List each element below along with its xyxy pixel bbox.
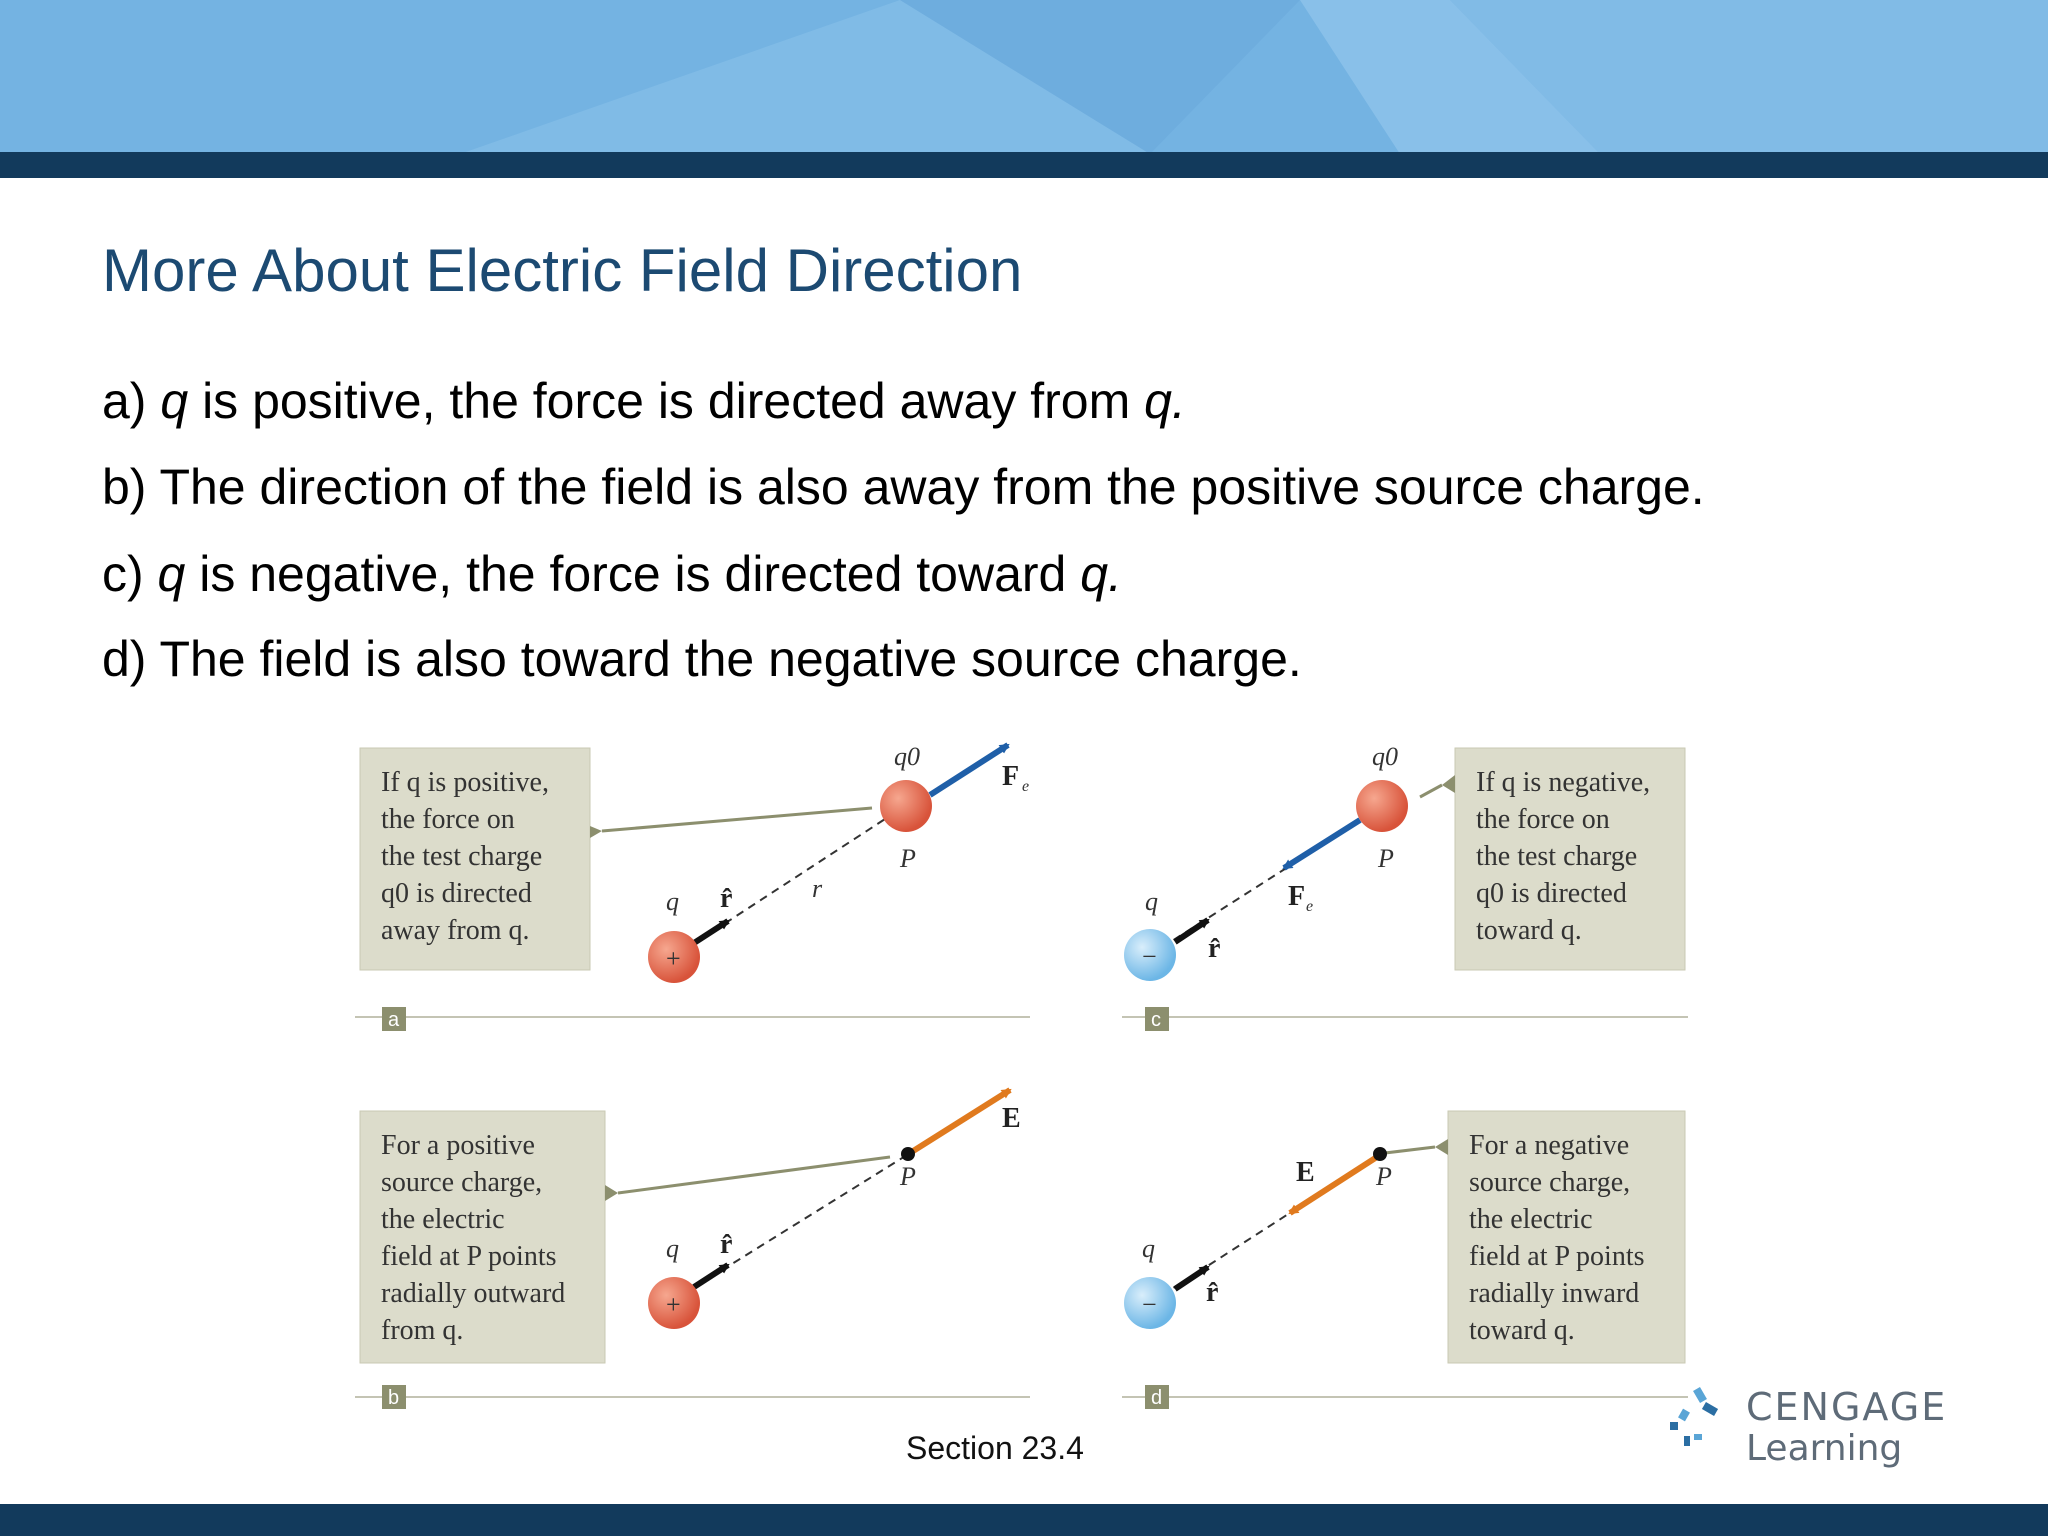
bullet-var: q. <box>1144 373 1186 429</box>
panel-d <box>1122 1111 1688 1409</box>
leader-tip <box>590 826 602 838</box>
force-arrow <box>1284 820 1360 868</box>
charge-sign: − <box>1142 942 1157 971</box>
bullet-text: The field is also toward the negative source charge. <box>159 631 1302 687</box>
label-q: q <box>666 1234 679 1263</box>
label-force: F <box>1002 761 1020 792</box>
electric-field-figure <box>350 735 1700 1425</box>
label-r: r <box>812 874 823 903</box>
panel-tag: b <box>388 1387 400 1409</box>
bullet-var: q <box>160 373 189 429</box>
charge-sign: − <box>1142 1290 1157 1319</box>
caption-line: from q. <box>381 1315 464 1346</box>
panel-a <box>355 742 1030 1031</box>
label-rhat: r̂ <box>720 1229 733 1260</box>
logo-line1: CENGAGE <box>1746 1385 1948 1429</box>
header-divider-bar <box>0 152 2048 178</box>
caption-line: the electric <box>381 1204 505 1235</box>
bullet-b <box>102 458 1705 516</box>
test-charge <box>1356 780 1408 832</box>
caption-line: the test charge <box>381 841 543 872</box>
point-P <box>1373 1147 1387 1161</box>
caption-line: If q is negative, <box>1476 767 1651 798</box>
bullet-text: is positive, the force is directed away from <box>188 373 1145 429</box>
bullet-prefix: a) <box>102 373 161 429</box>
panel-tag: a <box>388 1009 400 1031</box>
label-q: q <box>1142 1234 1155 1263</box>
bullet-prefix: c) <box>102 546 158 602</box>
label-force: F <box>1288 881 1306 912</box>
charge-sign: + <box>666 944 681 973</box>
bullet-text: is negative, the force is directed toward <box>185 546 1081 602</box>
label-force-sub: e <box>1022 778 1030 795</box>
caption-line: For a negative <box>1469 1130 1630 1161</box>
caption-line: toward q. <box>1476 915 1582 946</box>
bullet-text: The direction of the field is also away from the positive source charge. <box>159 459 1705 515</box>
bullet-prefix: d) <box>102 631 160 687</box>
unit-vector-arrow <box>1175 1267 1208 1289</box>
leader-tip <box>1442 775 1455 793</box>
label-rhat: r̂ <box>1208 933 1221 964</box>
caption-line: For a positive <box>381 1130 535 1161</box>
cengage-logo <box>1660 1380 1960 1480</box>
leader-line <box>1420 785 1442 797</box>
caption-line: the force on <box>1476 804 1610 835</box>
label-force-sub: e <box>1306 898 1314 915</box>
field-arrow <box>910 1090 1010 1153</box>
panel-b <box>355 1090 1030 1409</box>
section-label: Section 23.4 <box>906 1430 1084 1466</box>
leader-line <box>1385 1147 1435 1153</box>
caption-line: the force on <box>381 804 515 835</box>
caption-line: If q is positive, <box>381 767 549 798</box>
caption-line: field at P points <box>1469 1241 1645 1272</box>
bullet-var: q. <box>1080 546 1122 602</box>
label-field: E <box>1296 1157 1315 1188</box>
bullet-prefix: b) <box>102 459 160 515</box>
caption-line: source charge, <box>381 1167 543 1198</box>
unit-vector-arrow <box>1175 920 1208 942</box>
logo-line2: Learning <box>1746 1428 1903 1469</box>
label-rhat: r̂ <box>720 883 733 914</box>
label-q: q <box>1145 887 1158 916</box>
caption-line: away from q. <box>381 915 530 946</box>
leader-tip <box>605 1185 618 1201</box>
charge-sign: + <box>666 1290 681 1319</box>
unit-vector-arrow <box>694 921 728 943</box>
label-rhat: r̂ <box>1206 1277 1219 1308</box>
bullet-var: q <box>157 546 186 602</box>
label-field: E <box>1002 1103 1021 1134</box>
slide-title: More About Electric Field Direction <box>102 237 1023 304</box>
point-P <box>901 1147 915 1161</box>
caption-line: the electric <box>1469 1204 1593 1235</box>
caption-line: radially outward <box>381 1278 566 1309</box>
label-q0: q0 <box>1372 742 1398 771</box>
unit-vector-arrow <box>694 1265 728 1287</box>
panel-tag: c <box>1151 1009 1161 1031</box>
caption-line: toward q. <box>1469 1315 1575 1346</box>
banner-decoration <box>0 0 2048 154</box>
caption-line: source charge, <box>1469 1167 1631 1198</box>
label-q0: q0 <box>894 742 920 771</box>
caption-line: q0 is directed <box>381 878 532 909</box>
label-P: P <box>1376 1162 1392 1191</box>
label-P: P <box>1378 844 1394 873</box>
panel-tag: d <box>1151 1387 1163 1409</box>
footer-bar <box>0 1504 2048 1536</box>
leader-line <box>602 808 872 831</box>
label-P: P <box>900 844 916 873</box>
force-arrow <box>930 745 1008 795</box>
caption-line: field at P points <box>381 1241 557 1272</box>
panel-c <box>1122 742 1688 1031</box>
leader-tip <box>1435 1139 1448 1155</box>
bullet-a <box>102 372 1186 430</box>
test-charge <box>880 780 932 832</box>
label-P: P <box>900 1162 916 1191</box>
caption-line: q0 is directed <box>1476 878 1627 909</box>
header-banner <box>0 0 2048 154</box>
bullet-d <box>102 630 1302 688</box>
leader-line <box>618 1157 890 1193</box>
caption-line: the test charge <box>1476 841 1638 872</box>
caption-line: radially inward <box>1469 1278 1640 1309</box>
cengage-mark-icon <box>1670 1387 1718 1446</box>
label-q: q <box>666 887 679 916</box>
bullet-c <box>102 545 1122 603</box>
